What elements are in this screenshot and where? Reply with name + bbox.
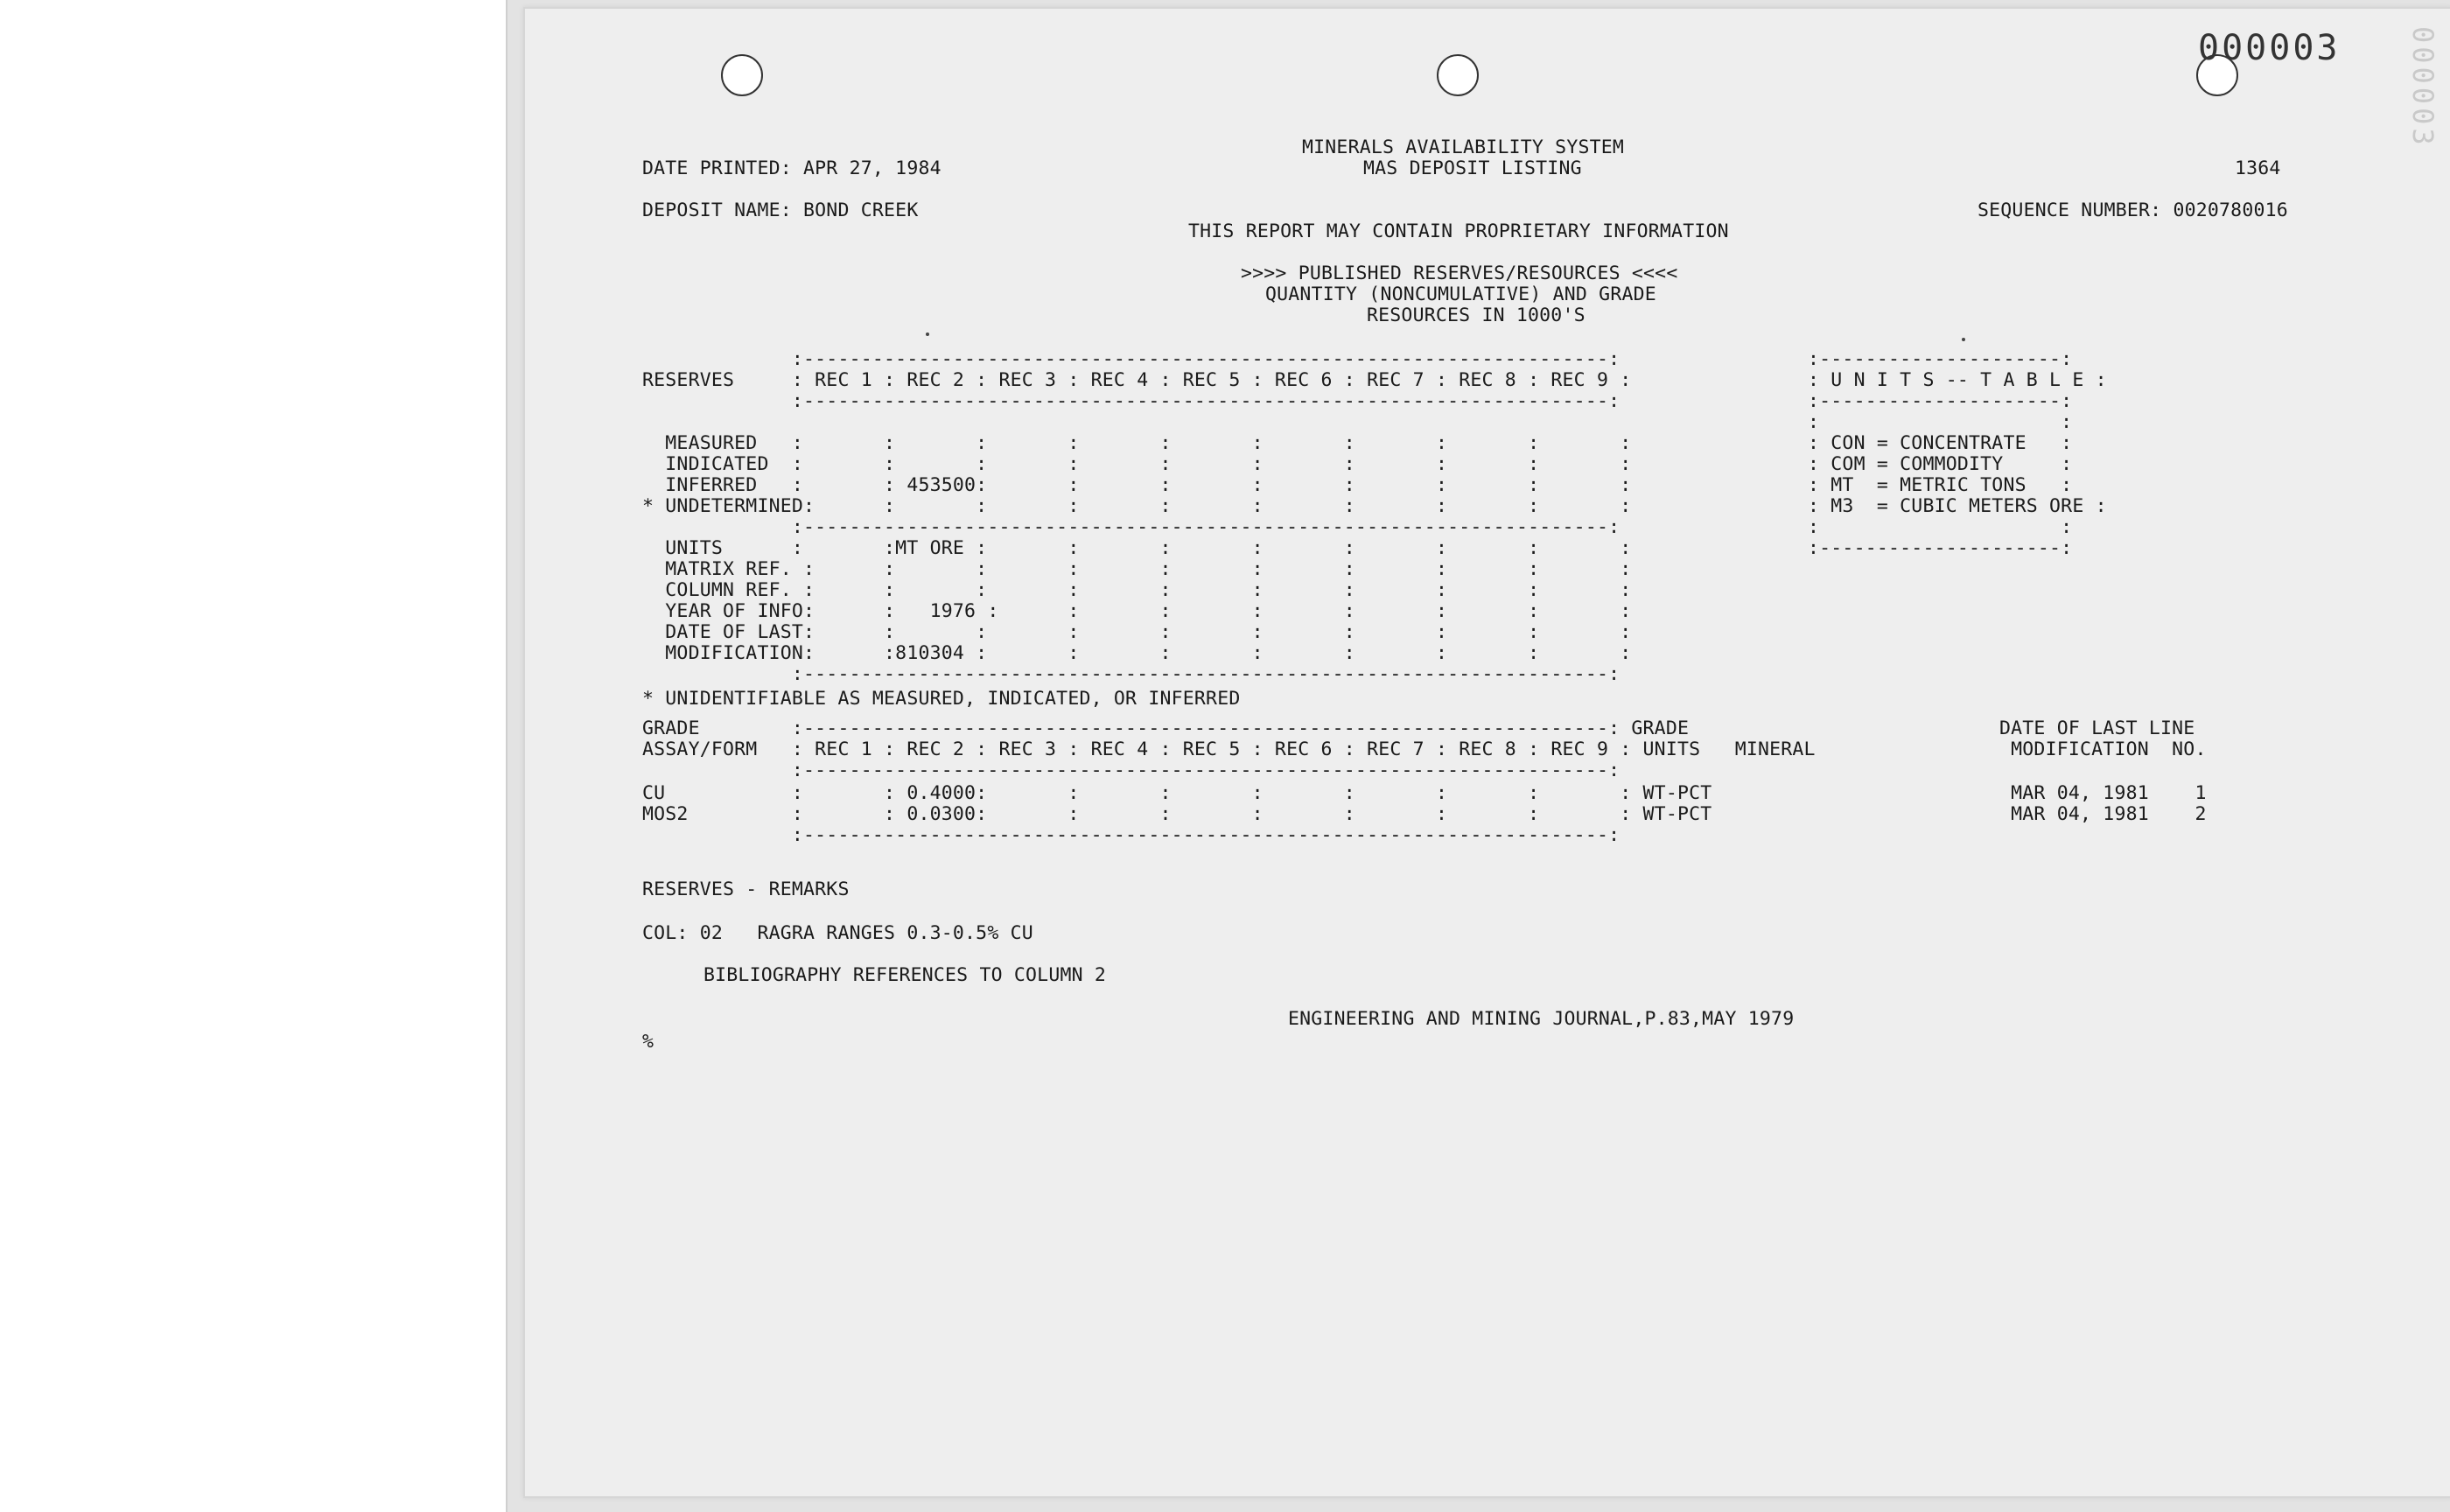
bibliography-reference: ENGINEERING AND MINING JOURNAL,P.83,MAY 1979 [1288, 1008, 1795, 1030]
sequence-number: SEQUENCE NUMBER: 0020780016 [1978, 200, 2288, 221]
end-of-report-mark: % [642, 1031, 654, 1053]
reserves-footnote: * UNIDENTIFIABLE AS MEASURED, INDICATED, OR INFERRED [642, 688, 1241, 710]
grade-table-row-mos2: MOS2 : : 0.0300: : : : : : : : WT-PCT MAR 04, 1981 2 [642, 803, 2207, 825]
reserves-table-row-undetermined: * UNDETERMINED: : : : : : : : : : [642, 495, 1632, 517]
printout-page [523, 7, 2450, 1498]
reserves-table-row: :----------------------------------------------------------------------: [642, 516, 1620, 538]
units-table-row: : : [1808, 516, 2073, 538]
punch-hole-center [1437, 54, 1479, 96]
grade-table-header-row: ASSAY/FORM : REC 1 : REC 2 : REC 3 : REC 4 : REC 5 : REC 6 : REC 7 : REC 8 : REC 9 : UNITS MINERAL MODIFICATION NO. [642, 738, 2207, 760]
paper-speck [1962, 338, 1965, 341]
grade-table-row: :----------------------------------------------------------------------: [642, 824, 1620, 846]
reserves-table-row-measured: MEASURED : : : : : : : : : : [642, 432, 1632, 454]
section-subtitle: QUANTITY (NONCUMULATIVE) AND GRADE [1265, 284, 1656, 305]
listing-title: MAS DEPOSIT LISTING [1363, 158, 1582, 179]
deposit-name: DEPOSIT NAME: BOND CREEK [642, 200, 919, 221]
units-table-row: : CON = CONCENTRATE : [1808, 432, 2073, 454]
units-table-row: : M3 = CUBIC METERS ORE : [1808, 495, 2107, 517]
reserves-table-row: :----------------------------------------------------------------------: [642, 348, 1620, 370]
units-table-row: : COM = COMMODITY : [1808, 453, 2073, 475]
bleed-through-number: 000003 [2406, 26, 2440, 149]
units-table-row: :---------------------: [1808, 390, 2073, 412]
reserves-table-row-column-ref: COLUMN REF. : : : : : : : : : : [642, 579, 1632, 601]
section-units: RESOURCES IN 1000'S [1367, 304, 1586, 326]
reserves-table-row: :----------------------------------------------------------------------: [642, 390, 1620, 412]
reserves-table-row: :----------------------------------------------------------------------: [642, 663, 1620, 685]
units-table-row: :---------------------: [1808, 537, 2073, 559]
grade-table-row-cu: CU : : 0.4000: : : : : : : : WT-PCT MAR 04, 1981 1 [642, 782, 2207, 804]
date-printed: DATE PRINTED: APR 27, 1984 [642, 158, 942, 179]
proprietary-notice: THIS REPORT MAY CONTAIN PROPRIETARY INFORMATION [1188, 220, 1729, 242]
units-table-row: : : [1808, 411, 2073, 433]
remarks-title: RESERVES - REMARKS [642, 878, 850, 900]
scan-background [506, 0, 2450, 1512]
reserves-table-header-row: RESERVES : REC 1 : REC 2 : REC 3 : REC 4 : REC 5 : REC 6 : REC 7 : REC 8 : REC 9 : [642, 369, 1632, 391]
units-table-title: : U N I T S -- T A B L E : [1808, 369, 2107, 391]
remarks-column-note: COL: 02 RAGRA RANGES 0.3-0.5% CU [642, 922, 1033, 944]
reserves-table-row-indicated: INDICATED : : : : : : : : : : [642, 453, 1632, 475]
page-stamp-number: 000003 [2198, 28, 2341, 68]
reserves-table-row-modification: MODIFICATION: :810304 : : : : : : : : [642, 642, 1632, 664]
bibliography-title: BIBLIOGRAPHY REFERENCES TO COLUMN 2 [704, 964, 1107, 986]
system-title: MINERALS AVAILABILITY SYSTEM [1302, 136, 1625, 158]
reserves-table-row-date-of-last: DATE OF LAST: : : : : : : : : : [642, 621, 1632, 643]
reserves-table-row-matrix-ref: MATRIX REF. : : : : : : : : : : [642, 558, 1632, 580]
grade-table-row: :----------------------------------------------------------------------: [642, 760, 1620, 781]
units-table-row: :---------------------: [1808, 348, 2073, 370]
reserves-table-row-units: UNITS : :MT ORE : : : : : : : : [642, 537, 1632, 559]
section-title: >>>> PUBLISHED RESERVES/RESOURCES <<<< [1241, 262, 1678, 284]
units-table-row: : MT = METRIC TONS : [1808, 474, 2073, 496]
grade-table-header-row: GRADE :----------------------------------------------------------------------: GRADE DATE OF LAST LINE [642, 718, 2195, 739]
reserves-table-row-year: YEAR OF INFO: : 1976 : : : : : : : : [642, 600, 1632, 622]
paper-speck [926, 332, 929, 336]
punch-hole-left [721, 54, 763, 96]
reserves-table-row-inferred: INFERRED : : 453500: : : : : : : : [642, 474, 1632, 496]
page-number: 1364 [2235, 158, 2281, 179]
